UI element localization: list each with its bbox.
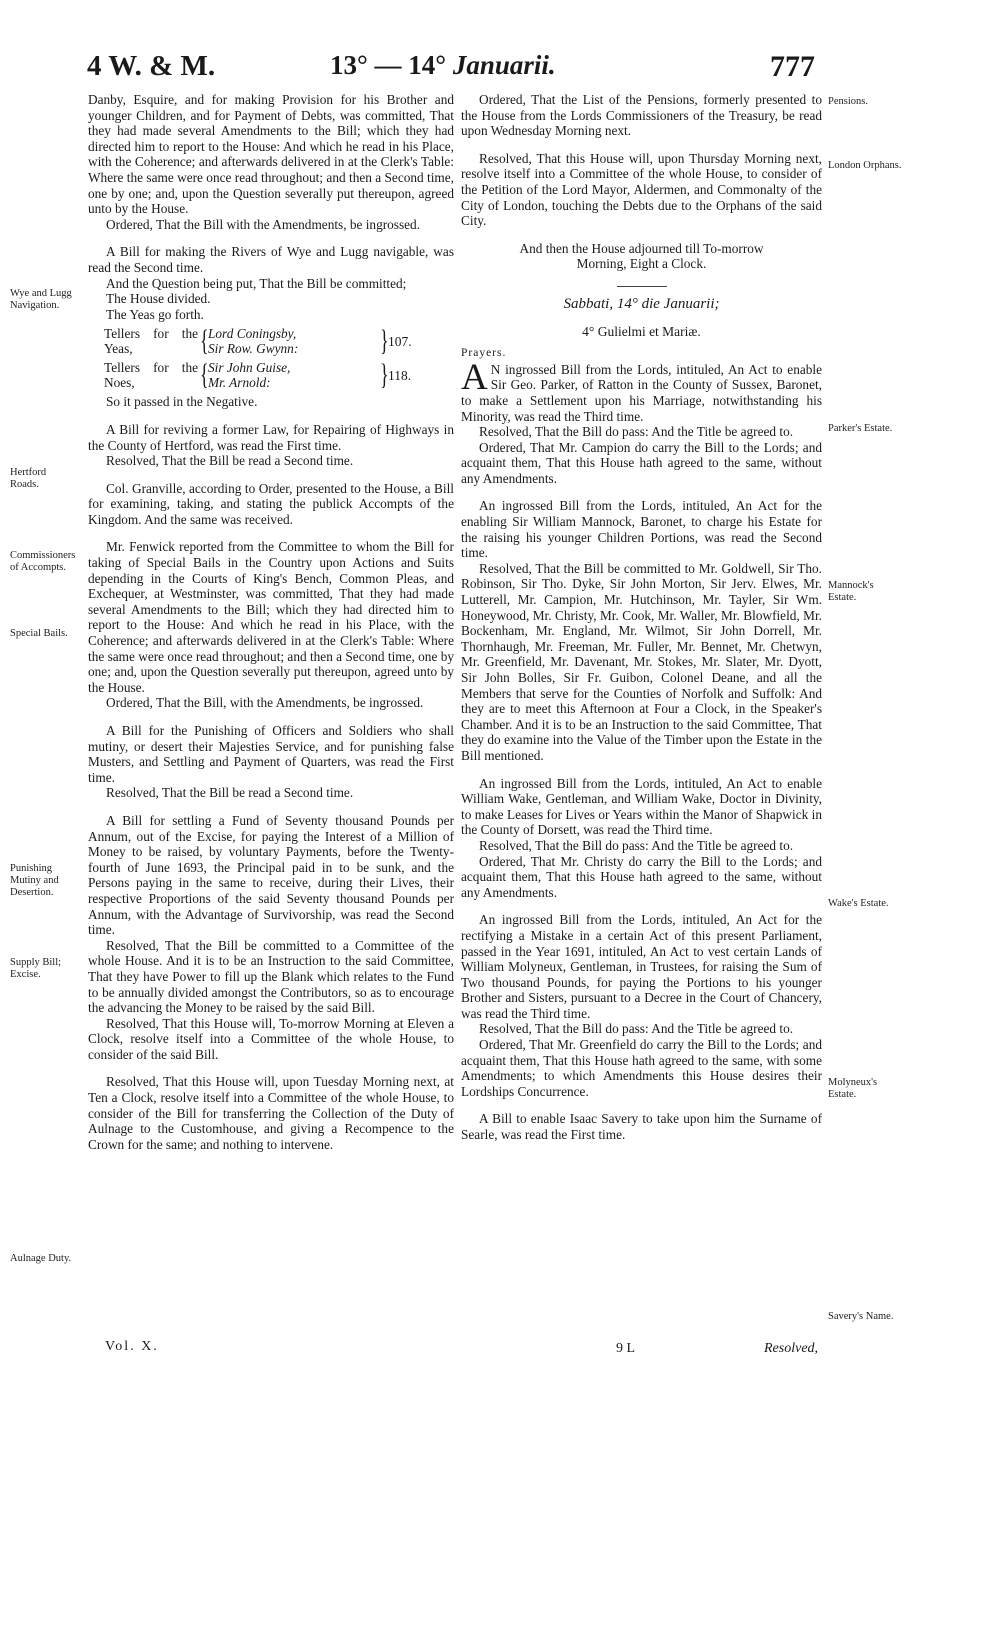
paragraph: A Bill for settling a Fund of Seventy thousand Pounds per Annum, out of the Excise, for paying the Interest of a Million of Money to be raised, by voluntary Payments, before the Twenty-fourth of June 1693, the Principal paid in to be sunk, and the Persons paying in the same to receive, during their Lives, their respective Proportions of the said Seventy thousand Pounds per Annum, with the Advantage of Survivorship, was read the Second time. bbox=[88, 812, 454, 938]
paragraph: An ingrossed Bill from the Lords, intituled, An Act for the enabling Sir William Mannock, Baronet, to charge his Estate for the raising his younger Children Portions, was read the Second time. bbox=[461, 498, 822, 561]
paragraph: Col. Granville, according to Order, presented to the House, a Bill for examining, taking, and stating the publick Accompts of the Kingdom. And the same was received. bbox=[88, 480, 454, 527]
margin-note-special-bails: Special Bails. bbox=[10, 628, 68, 639]
margin-note-molyneux: Molyneux's Estate. bbox=[828, 1077, 878, 1100]
paragraph: Danby, Esquire, and for making Provision for his Brother and younger Children, and for Payment of Debts, was committed, That they had made several Amendments to the Bill; which they had directed him to report to the House: And which he read in his Place, with the Coherence; and afterwards delivered in at the Clerk's Table: Where the same were once read throughout; and then a Second time, one by one; and, upon the Question severally put thereupon, agreed unto by the House. bbox=[88, 92, 454, 217]
paragraph: Ordered, That Mr. Campion do carry the Bill to the Lords; and acquaint them, That this House hath agreed to the same, without any Amendments. bbox=[461, 439, 822, 486]
paragraph: Ordered, That Mr. Greenfield do carry the Bill to the Lords; and acquaint them, That this House hath agreed to the same, with some Amendments; to which Amendments this House desires their Lordships Concurrence. bbox=[461, 1037, 822, 1099]
section-divider bbox=[617, 286, 667, 287]
signature-mark: 9 L bbox=[616, 1341, 636, 1356]
day-heading: Sabbati, 14° die Januarii; bbox=[563, 295, 720, 312]
paragraph: Ordered, That the List of the Pensions, formerly presented to the House from the Lords Commissioners of the Treasury, be read upon Wednesday Morning next. bbox=[461, 92, 822, 139]
margin-note-london-orphans: London Orphans. bbox=[828, 160, 902, 171]
paragraph: Ordered, That the Bill with the Amendments, be ingrossed. bbox=[106, 216, 421, 232]
tellers-noes: Tellers for the Noes, { Sir John Guise, Mr. Arnold: } 118. bbox=[104, 358, 412, 392]
paragraph: Resolved, That this House will, upon Tuesday Morning next, at Ten a Clock, resolve itself into a Committee of the whole House, to consider of the Bill for transferring the Collection of the Duty of Aulnage to the Customhouse, and giving a Recompence to the Crown for the same; and nothing to intervene. bbox=[88, 1074, 454, 1152]
paragraph: Resolved, That this House will, To-morrow Morning at Eleven a Clock, resolve itself into a Committee of the whole House, to consider of the said Bill. bbox=[88, 1015, 454, 1062]
paragraph: The Yeas go forth. bbox=[106, 306, 204, 322]
margin-note-aulnage: Aulnage Duty. bbox=[10, 1253, 72, 1264]
prayers-heading: Prayers. bbox=[461, 347, 507, 360]
margin-note-supply: Supply Bill; Excise. bbox=[10, 957, 62, 980]
paragraph: Resolved, That the Bill do pass: And the Title be agreed to. bbox=[479, 837, 794, 853]
tellers-yeas: Tellers for the Yeas, { Lord Coningsby, Sir Row. Gwynn: } 107. bbox=[104, 324, 412, 358]
tellers-label: Tellers for the Yeas, bbox=[104, 325, 198, 357]
regnal-year: 4 W. & M. bbox=[87, 50, 216, 82]
margin-note-pensions: Pensions. bbox=[828, 96, 868, 107]
vote-count: 118. bbox=[388, 367, 412, 383]
paragraph: Resolved, That the Bill be read a Second time. bbox=[106, 785, 354, 801]
paragraph: A Bill for reviving a former Law, for Repairing of Highways in the County of Hertford, was read the First time. bbox=[88, 421, 454, 453]
right-column bbox=[461, 92, 822, 1143]
paragraph: Ordered, That Mr. Christy do carry the Bill to the Lords; and acquaint them, That this House hath agreed to the same, without any Amendments. bbox=[461, 853, 822, 900]
margin-note-hertford: Hertford Roads. bbox=[10, 467, 47, 490]
margin-note-parker: Parker's Estate. bbox=[828, 423, 893, 434]
margin-note-savery: Savery's Name. bbox=[828, 1311, 894, 1322]
paragraph bbox=[461, 356, 822, 424]
page-header bbox=[0, 50, 992, 90]
tellers-label: Tellers for the Noes, bbox=[104, 359, 198, 391]
paragraph: So it passed in the Negative. bbox=[106, 394, 258, 410]
paragraph: An ingrossed Bill from the Lords, intituled, An Act to enable William Wake, Gentleman, and William Wake, Doctor in Divinity, to make Leases for Lives or Years within the Manor of Shapwick in the County of Dorsett, was read the Third time. bbox=[461, 775, 822, 838]
date-heading-days: 13° — 14° bbox=[330, 50, 447, 80]
paragraph: A Bill to enable Isaac Savery to take upon him the Surname of Searle, was read the First time. bbox=[461, 1111, 822, 1143]
teller-name: Lord Coningsby, bbox=[208, 326, 297, 342]
margin-note-wake: Wake's Estate. bbox=[828, 898, 889, 909]
reign-heading: 4° Gulielmi et Mariæ. bbox=[582, 323, 701, 339]
paragraph: Resolved, That the Bill be committed to a Committee of the whole House. And it is to be an Instruction to the said Committee, That they have Power to fill up the Blank which relates to the Fund to be annually divided amongst the Contributors, so as to encourage the advancing the Money to be raised by the said Bill. bbox=[88, 937, 454, 1016]
paragraph: An ingrossed Bill from the Lords, intituled, An Act for the rectifying a Mistake in a certain Act of this present Parliament, passed in the Year 1691, intituled, An Act to vest certain Lands of William Molyneux, Gentleman, in Trustees, for raising the Sum of Two thousand Pounds, for paying the Portions to his younger Brother and Sisters, pursuant to a Decree in the Court of Chancery, was read the Third time. bbox=[461, 912, 822, 1021]
margin-note-wye: Wye and Lugg Navigation. bbox=[10, 288, 72, 311]
date-heading bbox=[330, 50, 556, 81]
paragraph: Resolved, That the Bill do pass: And the Title be agreed to. bbox=[479, 424, 794, 440]
margin-note-commissioners: Commissioners of Accompts. bbox=[10, 550, 76, 573]
adjournment-line: Morning, Eight a Clock. bbox=[576, 256, 707, 272]
paragraph: Ordered, That the Bill, with the Amendments, be ingrossed. bbox=[106, 695, 424, 711]
volume-footer: Vol. X. bbox=[105, 1339, 159, 1354]
left-column bbox=[88, 92, 454, 1152]
vote-count: 107. bbox=[388, 333, 412, 349]
paragraph-text: N ingrossed Bill from the Lords, intituled, An Act to enable Sir Geo. Parker, of Ratton in the County of Sussex, Baronet, to make a Settlement upon his Marriage, notwithstanding his Minority, was read the Third time. bbox=[461, 361, 822, 424]
teller-name: Sir Row. Gwynn: bbox=[208, 341, 299, 357]
paragraph: Resolved, That this House will, upon Thursday Morning next, resolve itself into a Committee of the whole House, to consider of the Petition of the Lord Mayor, Aldermen, and Commonalty of the City of London, touching the Debts due to the Orphans of the said City. bbox=[461, 150, 822, 229]
catchword: Resolved, bbox=[764, 1341, 819, 1356]
paragraph: The House divided. bbox=[106, 291, 211, 307]
margin-note-punishing: Punishing Mutiny and Desertion. bbox=[10, 863, 59, 898]
drop-cap: A bbox=[461, 356, 488, 398]
paragraph: Mr. Fenwick reported from the Committee to whom the Bill for taking of Special Bails in the Country upon Actions and Suits depending in the Courts of King's Bench, Common Pleas, and Exchequer, at Westminster, was committed, That they had made several Amendments to the Bill; which they had directed him to report to the House: And which he read in his Place, with the Coherence; and afterwards delivered in at the Clerk's Table: Where the same were once read throughout; and then a Second time, one by one; and, upon the Question severally put thereupon, agreed unto by the House. bbox=[88, 539, 454, 695]
date-heading-month: Januarii. bbox=[452, 50, 556, 80]
paragraph: And the Question being put, That the Bill be committed; bbox=[106, 275, 407, 291]
paragraph: Resolved, That the Bill do pass: And the Title be agreed to. bbox=[479, 1021, 794, 1037]
paragraph: A Bill for making the Rivers of Wye and Lugg navigable, was read the Second time. bbox=[88, 244, 454, 275]
paragraph: Resolved, That the Bill be committed to Mr. Goldwell, Sir Tho. Robinson, Sir Tho. Dyke, Sir John Morton, Sir Jerv. Elwes, Mr. Lutterell, Mr. Campion, Mr. Hutchinson, Mr. Tayler, Sir Wm. Honeywood, Mr. Christy, Mr. Cook, Mr. Waller, Mr. Blowfield, Mr. Bockenham, Mr. England, Mr. Wilmot, Sir John Dorrell, Mr. Thornhaugh, Mr. Freeman, Mr. Fuller, Mr. Bennet, Mr. Chetwyn, Mr. Greenfield, Mr. Davenant, Mr. Stokes, Mr. Slater, Mr. Dyott, Sir John Bolles, Sir Fr. Guibon, Colonel Deane, and all the Members that serve for the Counties of Norfolk and Suffolk: And they are to meet this Afternoon at Four a Clock, in the Speaker's Chamber. And it is to be an Instruction to the said Committee, That they do examine into the Value of the Timber upon the Estate in the Bill mentioned. bbox=[461, 560, 822, 763]
page-number: 777 bbox=[770, 50, 815, 83]
teller-name: Sir John Guise, bbox=[208, 360, 291, 376]
paragraph: Resolved, That the Bill be read a Second time. bbox=[106, 453, 354, 469]
division-tellers bbox=[104, 324, 454, 392]
teller-name: Mr. Arnold: bbox=[208, 375, 271, 391]
adjournment-line: And then the House adjourned till To-morrow bbox=[519, 240, 764, 256]
margin-note-mannock: Mannock's Estate. bbox=[828, 580, 874, 603]
paragraph: A Bill for the Punishing of Officers and Soldiers who shall mutiny, or desert their Majesties Service, and for punishing false Musters, and Settling and Payment of Quarters, was read the First time. bbox=[88, 723, 454, 785]
